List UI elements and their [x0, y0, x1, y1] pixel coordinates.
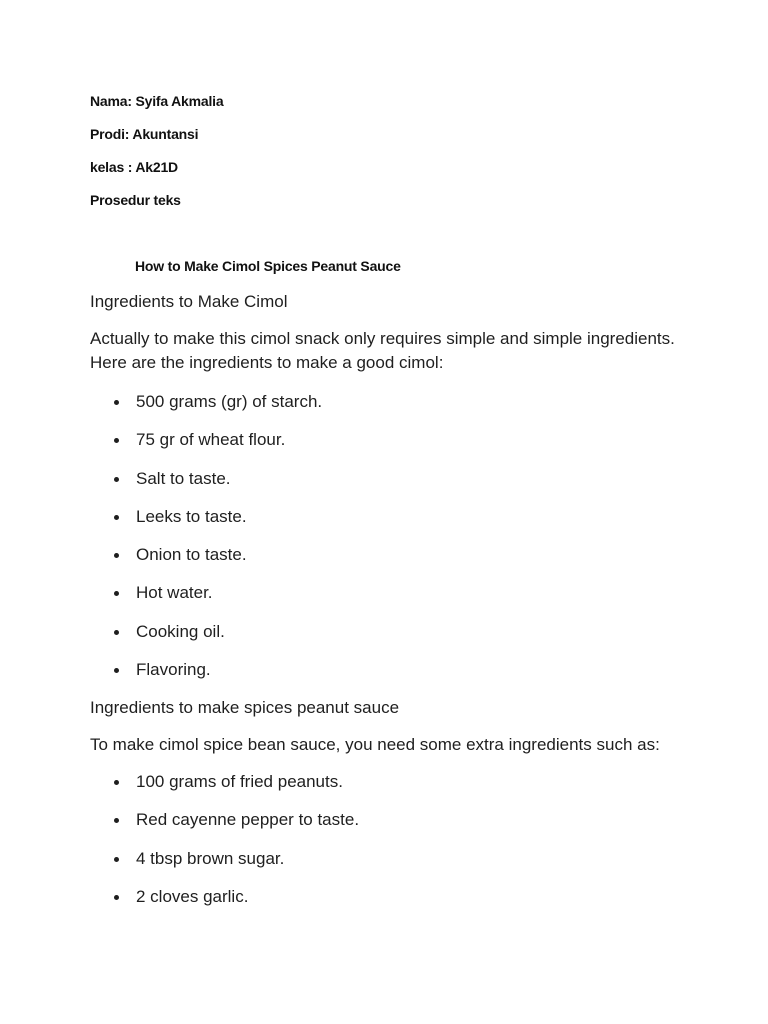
section2-heading: Ingredients to make spices peanut sauce: [90, 698, 400, 717]
bullet-icon: [114, 438, 119, 443]
bullet-icon: [114, 895, 119, 900]
bullet-icon: [114, 477, 119, 482]
student-name: Nama: Syifa Akmalia: [90, 93, 224, 109]
bullet-icon: [114, 668, 119, 673]
bullet-icon: [114, 515, 119, 520]
bullet-icon: [114, 630, 119, 635]
list-item: Cooking oil.: [90, 620, 322, 658]
bullet-icon: [114, 857, 119, 862]
bullet-icon: [114, 553, 119, 558]
list-item: 4 tbsp brown sugar.: [90, 847, 359, 885]
document-title: How to Make Cimol Spices Peanut Sauce: [135, 258, 401, 274]
list-item: 100 grams of fried peanuts.: [90, 770, 359, 808]
sauce-ingredients-list: [90, 770, 359, 923]
section1-intro: Actually to make this cimol snack only requires simple and simple ingredients. Here are the ingredients to make a good cimol:: [90, 329, 675, 372]
bullet-icon: [114, 591, 119, 596]
cimol-ingredients-list: [90, 390, 322, 696]
list-item: Hot water.: [90, 581, 322, 619]
list-item: Leeks to taste.: [90, 505, 322, 543]
list-item: 75 gr of wheat flour.: [90, 428, 322, 466]
text-type: Prosedur teks: [90, 192, 181, 208]
bullet-icon: [114, 400, 119, 405]
study-program: Prodi: Akuntansi: [90, 126, 199, 142]
section2-intro: To make cimol spice bean sauce, you need some extra ingredients such as:: [90, 735, 660, 754]
list-item: 500 grams (gr) of starch.: [90, 390, 322, 428]
class-label: kelas : Ak21D: [90, 159, 178, 175]
list-item: 2 cloves garlic.: [90, 885, 359, 923]
list-item: Red cayenne pepper to taste.: [90, 808, 359, 846]
section1-heading: Ingredients to Make Cimol: [90, 292, 288, 311]
bullet-icon: [114, 818, 119, 823]
bullet-icon: [114, 780, 119, 785]
list-item: Onion to taste.: [90, 543, 322, 581]
list-item: Flavoring.: [90, 658, 322, 696]
list-item: Salt to taste.: [90, 467, 322, 505]
